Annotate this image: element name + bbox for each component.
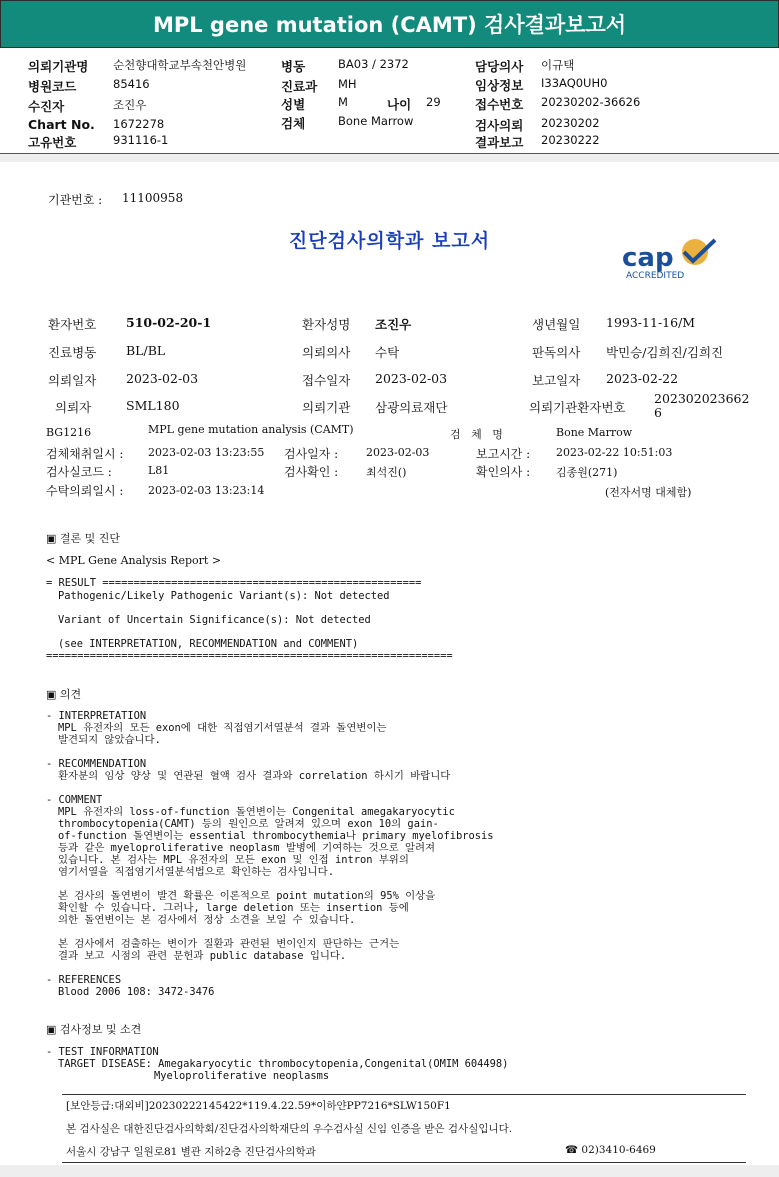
references-heading: - REFERENCES bbox=[46, 974, 122, 986]
pathogenic-result: Pathogenic/Likely Pathogenic Variant(s): Not detected bbox=[58, 590, 390, 602]
see-note: (see INTERPRETATION, RECOMMENDATION and COMMENT) bbox=[58, 638, 359, 650]
ward-label: 병동 bbox=[281, 59, 306, 74]
requester-value: SML180 bbox=[126, 398, 180, 413]
unique-no-label: 고유번호 bbox=[28, 135, 77, 150]
reading-doctor-value: 박민승/김희진/김희진 bbox=[606, 345, 724, 360]
comment-line-5: 있습니다. 본 검사는 MPL 유전자의 모든 exon 및 인접 intron 부위의 bbox=[58, 854, 409, 866]
clinical-info-value: I33AQ0UH0 bbox=[541, 76, 608, 90]
footer-top-rule bbox=[62, 1094, 746, 1095]
age-value: 29 bbox=[426, 95, 441, 109]
inst-patient-no-label: 의뢰기관환자번호 bbox=[529, 400, 626, 415]
report-time-value: 2023-02-22 10:51:03 bbox=[556, 446, 673, 459]
result-rule: ================================================================= bbox=[46, 650, 453, 662]
specimen-name-value: Bone Marrow bbox=[556, 426, 633, 439]
opinion-heading: ▣ 의견 bbox=[46, 688, 82, 701]
sex-label: 성별 bbox=[281, 97, 306, 112]
footer-bottom-rule bbox=[62, 1162, 746, 1163]
interpretation-heading: - INTERPRETATION bbox=[46, 710, 147, 722]
checked-label: 검사확인 : bbox=[284, 465, 339, 479]
reading-doctor-label: 판독의사 bbox=[532, 345, 581, 360]
comment-line-9: 의한 돌연변이는 본 검사에서 정상 소견을 보일 수 있습니다. bbox=[58, 914, 356, 926]
specimen-name-label: 검 체 명 bbox=[450, 428, 503, 441]
department-label: 진료과 bbox=[281, 79, 318, 94]
test-info-heading: ▣ 검사정보 및 소견 bbox=[46, 1023, 142, 1036]
test-information-heading: - TEST INFORMATION bbox=[46, 1046, 159, 1058]
institution-value: 순천향대학교부속천안병원 bbox=[113, 58, 247, 72]
req-date-value: 2023-02-03 bbox=[126, 371, 199, 386]
comment-line-8: 확인할 수 있습니다. 그러나, large deletion 또는 insertion 등에 bbox=[58, 902, 409, 914]
comment-line-11: 결과 보고 시점의 관련 문헌과 public database 입니다. bbox=[58, 950, 347, 962]
inst-patient-no-value-1: 202302023662 bbox=[654, 391, 750, 406]
report-title: MPL gene mutation (CAMT) 검사결과보고서 bbox=[0, 0, 779, 48]
esign-note: (전자서명 대체함) bbox=[605, 486, 692, 499]
confirm-doc-label: 확인의사 : bbox=[476, 465, 531, 479]
specimen-value: Bone Marrow bbox=[338, 114, 414, 128]
inst-patient-no-value-2: 6 bbox=[654, 405, 662, 420]
ward-block-value: BL/BL bbox=[126, 343, 166, 358]
test-name: MPL gene mutation analysis (CAMT) bbox=[148, 423, 354, 436]
lab-code-label: 검사실코드 : bbox=[46, 465, 112, 479]
test-date-value: 2023-02-03 bbox=[366, 446, 430, 459]
consign-value: 2023-02-03 13:23:14 bbox=[148, 484, 265, 497]
consign-label: 수탁의뢰일시 : bbox=[46, 484, 124, 498]
req-doctor-value: 수탁 bbox=[375, 345, 400, 360]
lab-address: 서울시 강남구 일원로81 별관 지하2층 진단검사의학과 bbox=[66, 1146, 316, 1158]
comment-line-2: thrombocytopenia(CAMT) 등의 원인으로 알려져 있으며 exon 10의 gain- bbox=[58, 818, 439, 830]
agency-no-label: 기관번호 : bbox=[48, 193, 103, 207]
receipt-no-label: 접수번호 bbox=[475, 97, 524, 112]
collect-value: 2023-02-03 13:23:55 bbox=[148, 446, 265, 459]
target-disease-line-2: Myeloproliferative neoplasms bbox=[154, 1070, 330, 1082]
comment-line-4: 등과 같은 myeloproliferative neoplasm 발병에 기여하는 것으로 알려져 bbox=[58, 842, 436, 854]
vus-result: Variant of Uncertain Significance(s): Not detected bbox=[58, 614, 371, 626]
req-doctor-label: 의뢰의사 bbox=[302, 345, 351, 360]
ward-block-label: 진료병동 bbox=[48, 345, 97, 360]
unique-no-value: 931116-1 bbox=[113, 133, 169, 147]
report-date-label: 결과보고 bbox=[475, 135, 524, 150]
certification-note: 본 검사실은 대한진단검사의학회/진단검사의학재단의 우수검사실 신임 인증을 받은 검사실입니다. bbox=[66, 1123, 513, 1135]
patient-label: 수진자 bbox=[28, 99, 65, 114]
req-date-label: 의뢰일자 bbox=[48, 373, 97, 388]
report-date-value: 20230222 bbox=[541, 133, 600, 147]
age-label: 나이 bbox=[387, 97, 412, 112]
result-heading: ▣ 결론 및 진단 bbox=[46, 532, 121, 545]
patient-no-value: 510-02-20-1 bbox=[126, 315, 212, 330]
comment-line-1: MPL 유전자의 loss-of-function 돌연변이는 Congenital amegakaryocytic bbox=[58, 806, 455, 818]
lab-report-title: 진단검사의학과 보고서 bbox=[288, 230, 491, 252]
target-disease-line-1: TARGET DISEASE: Amegakaryocytic thrombocytopenia,Congenital(OMIM 604498) bbox=[58, 1058, 509, 1070]
recommendation-line-1: 환자분의 임상 양상 및 연관된 혈액 검사 결과와 correlation 하시기 바랍니다 bbox=[58, 770, 451, 782]
comment-line-7: 본 검사의 돌연변이 발견 확률은 이론적으로 point mutation의 95% 이상을 bbox=[58, 890, 436, 902]
report-paper bbox=[0, 162, 779, 1165]
request-date-label: 검사의뢰 bbox=[475, 118, 524, 133]
chart-no-value: 1672278 bbox=[113, 117, 165, 131]
req-institution-value: 삼광의료재단 bbox=[375, 400, 448, 415]
request-date-value: 20230202 bbox=[541, 116, 600, 130]
result-line: = RESULT =================================================== bbox=[46, 577, 422, 589]
patient-value: 조진우 bbox=[113, 98, 147, 112]
req-institution-label: 의뢰기관 bbox=[302, 400, 351, 415]
report-date-block-label: 보고일자 bbox=[532, 373, 581, 388]
header-divider bbox=[0, 153, 779, 154]
lab-code-value: L81 bbox=[148, 464, 170, 477]
chart-no-label: Chart No. bbox=[28, 117, 95, 132]
report-date-block-value: 2023-02-22 bbox=[606, 371, 679, 386]
lab-phone: ☎ 02)3410-6469 bbox=[565, 1144, 656, 1156]
test-date-label: 검사일자 : bbox=[284, 447, 339, 461]
comment-heading: - COMMENT bbox=[46, 794, 103, 806]
report-time-label: 보고시간 : bbox=[476, 447, 531, 461]
hospital-code-label: 병원코드 bbox=[28, 79, 77, 94]
agency-no-value: 11100958 bbox=[122, 191, 184, 205]
cap-logo-word: cap bbox=[622, 243, 674, 273]
test-code: BG1216 bbox=[46, 426, 92, 439]
ward-value: BA03 / 2372 bbox=[338, 57, 409, 71]
cap-logo-sub: ACCREDITED bbox=[626, 271, 685, 281]
clinical-info-label: 임상정보 bbox=[475, 78, 524, 93]
requester-label: 의뢰자 bbox=[55, 400, 92, 415]
birth-value: 1993-11-16/M bbox=[606, 315, 696, 330]
header-info bbox=[0, 48, 779, 154]
doctor-value: 이규택 bbox=[541, 58, 575, 72]
interpretation-line-2: 발견되지 않았습니다. bbox=[58, 734, 161, 746]
receipt-no-value: 20230202-36626 bbox=[541, 95, 641, 109]
analysis-report-name: < MPL Gene Analysis Report > bbox=[46, 554, 222, 567]
comment-line-3: of-function 돌연변이는 essential thrombocythemia나 primary myelofibrosis bbox=[58, 830, 494, 842]
institution-label: 의뢰기관명 bbox=[28, 59, 89, 74]
comment-line-6: 염기서열을 직접염기서열분석법으로 확인하는 검사입니다. bbox=[58, 866, 334, 878]
doctor-label: 담당의사 bbox=[475, 59, 524, 74]
confirm-doc-value: 김종원(271) bbox=[556, 466, 618, 479]
comment-line-10: 본 검사에서 검출하는 변이가 질환과 관련된 변이인지 판단하는 근거는 bbox=[58, 938, 400, 950]
department-value: MH bbox=[338, 77, 357, 91]
patient-no-label: 환자번호 bbox=[48, 317, 97, 332]
recommendation-heading: - RECOMMENDATION bbox=[46, 758, 147, 770]
checked-value: 최석진() bbox=[366, 466, 407, 479]
birth-label: 생년월일 bbox=[532, 317, 581, 332]
cap-logo-icon bbox=[620, 236, 720, 282]
interpretation-line-1: MPL 유전자의 모든 exon에 대한 직접염기서열분석 결과 돌연변이는 bbox=[58, 722, 387, 734]
specimen-label: 검체 bbox=[281, 116, 306, 131]
patient-name-value: 조진우 bbox=[375, 317, 412, 332]
collect-label: 검체채취일시 : bbox=[46, 447, 124, 461]
reference-1: Blood 2006 108: 3472-3476 bbox=[58, 986, 215, 998]
cap-accredited-logo bbox=[620, 236, 720, 282]
recv-date-label: 접수일자 bbox=[302, 373, 351, 388]
patient-name-label: 환자성명 bbox=[302, 317, 351, 332]
recv-date-value: 2023-02-03 bbox=[375, 371, 448, 386]
sex-value: M bbox=[338, 95, 348, 109]
security-line: [보안등급:대외비]20230222145422*119.4.22.59*이하얀PP7216*SLW150F1 bbox=[66, 1100, 451, 1112]
hospital-code-value: 85416 bbox=[113, 77, 150, 91]
